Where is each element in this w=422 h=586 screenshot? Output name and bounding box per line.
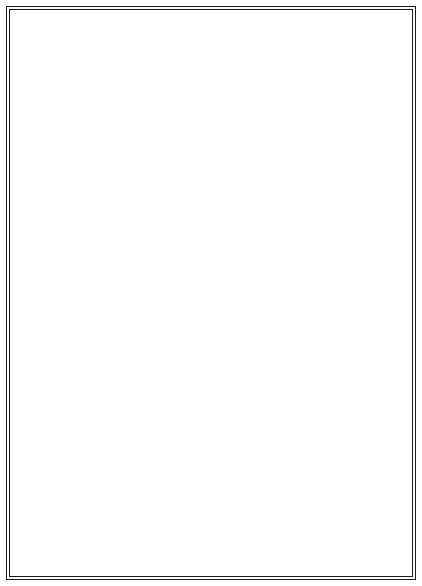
statement-title bbox=[19, 16, 403, 50]
martyrs-souls-paragraph bbox=[19, 336, 403, 377]
document-inner-frame bbox=[9, 9, 413, 577]
closing-verse bbox=[19, 173, 403, 186]
quran-verses-paragraph bbox=[19, 140, 403, 167]
reference-date-line bbox=[19, 53, 403, 66]
opening-praise-paragraph bbox=[19, 95, 403, 135]
martyrs-work-paragraph bbox=[19, 250, 403, 331]
anniversary-paragraph bbox=[19, 191, 403, 245]
basmala bbox=[19, 74, 403, 90]
document-frame bbox=[6, 6, 416, 580]
closing-prayer-paragraph bbox=[19, 382, 403, 409]
